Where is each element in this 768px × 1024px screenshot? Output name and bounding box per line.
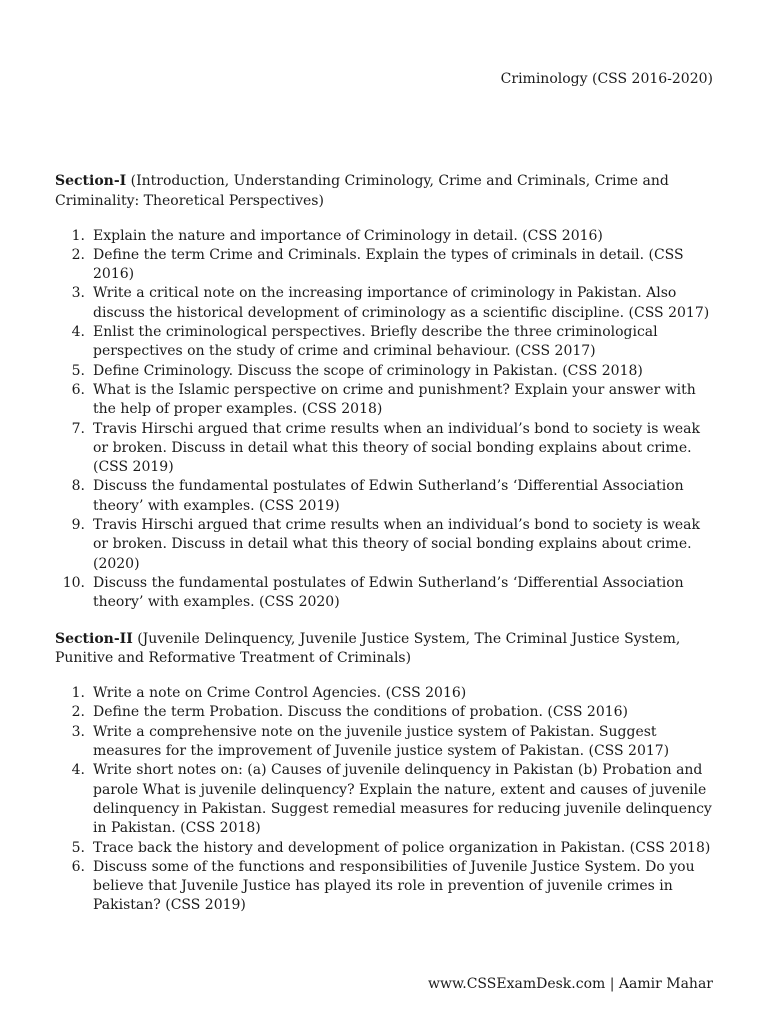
question-text: Write a comprehensive note on the juvenile justice system of Pakistan. Suggest measures for the improvement of Juvenile justice system of Pakistan. (CSS 2017) (93, 723, 670, 760)
list-item (55, 839, 715, 858)
question-text: Write a critical note on the increasing importance of criminology in Pakistan. Also discuss the historical development of criminology as a scientific discipline. (CSS 2017) (93, 285, 710, 321)
question-text: Define the term Crime and Criminals. Explain the types of criminals in detail. (CSS 2016) (93, 246, 684, 283)
question-number: 1. (71, 685, 85, 702)
question-number: 1. (71, 227, 85, 244)
question-text: Discuss some of the functions and responsibilities of Juvenile Justice System. Do you believe that Juvenile Justice has played its role in prevention of juvenile crimes in Pakistan? (CSS 2019) (93, 858, 695, 914)
section-1-heading (55, 172, 715, 212)
section-2-question-list (55, 684, 715, 916)
question-number: 10. (62, 574, 85, 591)
question-number: 6. (71, 858, 85, 875)
section-2-description: (Juvenile Delinquency, Juvenile Justice System, The Criminal Justice System, Punitive and Reformative Treatment of Criminals) (55, 630, 681, 667)
page-footer-credit: www.CSSExamDesk.com | Aamir Mahar (427, 976, 713, 992)
question-number: 8. (71, 478, 85, 495)
list-item (55, 323, 715, 362)
question-text: Trace back the history and development of police organization in Pakistan. (CSS 2018) (93, 839, 711, 856)
list-item (55, 227, 715, 246)
list-item (55, 246, 715, 285)
list-item (55, 761, 715, 838)
question-number: 3. (71, 723, 85, 740)
section-2-label: Section-II (55, 630, 133, 647)
question-number: 4. (71, 762, 85, 779)
list-item (55, 516, 715, 574)
question-text: What is the Islamic perspective on crime and punishment? Explain your answer with the help of proper examples. (CSS 2018) (93, 381, 696, 418)
question-number: 5. (71, 839, 85, 856)
page-header-title: Criminology (CSS 2016-2020) (500, 71, 713, 87)
question-text: Enlist the criminological perspectives. Briefly describe the three criminological perspectives on the study of crime and criminal behaviour. (CSS 2017) (93, 324, 658, 360)
question-text: Explain the nature and importance of Criminology in detail. (CSS 2016) (93, 227, 603, 244)
section-1-question-list (55, 227, 715, 613)
list-item (55, 284, 715, 323)
question-text: Discuss the fundamental postulates of Edwin Sutherland’s ‘Differential Association theory’ with examples. (CSS 2020) (93, 574, 684, 611)
question-text: Write short notes on: (a) Causes of juvenile delinquency in Pakistan (b) Probation and parole What is juvenile delinquency? Explain the nature, extent and causes of juvenile delinquency in Pakistan. Suggest remedial measures for reducing juvenile delinquency in Pakistan. (CSS 2018) (93, 762, 712, 837)
question-number: 2. (71, 704, 85, 721)
list-item (55, 684, 715, 703)
list-item (55, 420, 715, 478)
list-item (55, 362, 715, 381)
question-number: 2. (71, 246, 85, 263)
question-number: 7. (71, 420, 85, 437)
question-text: Write a note on Crime Control Agencies. (CSS 2016) (93, 685, 467, 702)
question-number: 9. (71, 517, 85, 534)
question-number: 6. (71, 381, 85, 398)
list-item (55, 477, 715, 516)
question-text: Discuss the fundamental postulates of Edwin Sutherland’s ‘Differential Association theory’ with examples. (CSS 2019) (93, 478, 684, 514)
question-text: Travis Hirschi argued that crime results when an individual’s bond to society is weak or broken. Discuss in detail what this theory of social bonding explains about crime. (2020) (93, 517, 700, 572)
question-number: 4. (71, 324, 85, 341)
section-2-heading (55, 630, 715, 670)
section-1-description: (Introduction, Understanding Criminology, Crime and Criminals, Crime and Criminality: Theoretical Perspectives) (55, 173, 669, 209)
question-number: 5. (71, 362, 85, 379)
list-item (55, 703, 715, 722)
list-item (55, 574, 715, 613)
question-text: Travis Hirschi argued that crime results when an individual’s bond to society is weak or broken. Discuss in detail what this theory of social bonding explains about crime. (CSS 2019) (93, 420, 700, 476)
list-item (55, 723, 715, 762)
question-text: Define Criminology. Discuss the scope of criminology in Pakistan. (CSS 2018) (93, 362, 643, 379)
question-text: Define the term Probation. Discuss the conditions of probation. (CSS 2016) (93, 704, 629, 721)
list-item (55, 858, 715, 916)
question-number: 3. (71, 285, 85, 302)
document-body (55, 172, 715, 933)
section-1-label: Section-I (55, 173, 127, 189)
list-item (55, 381, 715, 420)
